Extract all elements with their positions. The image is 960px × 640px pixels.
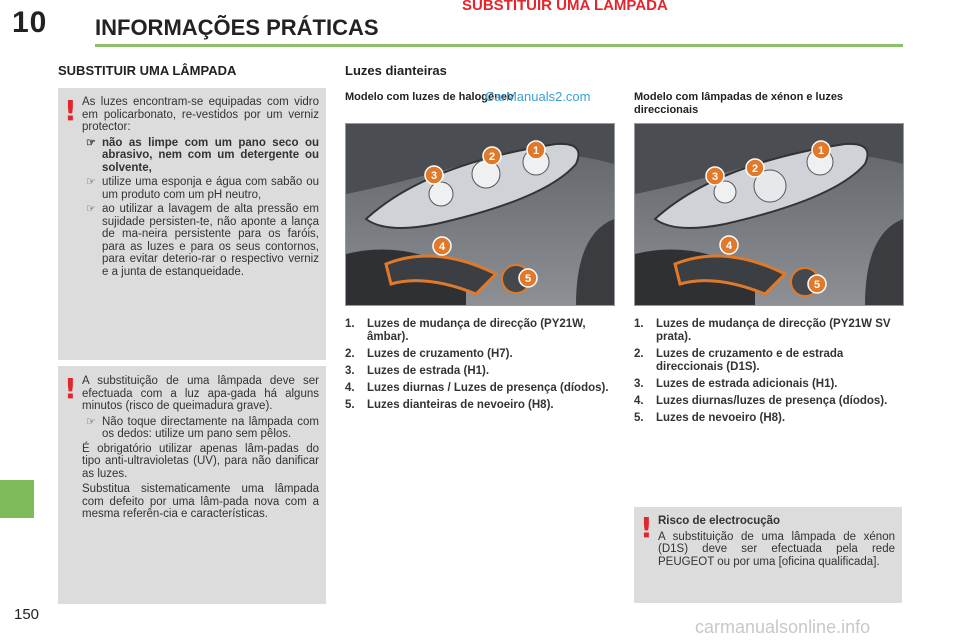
warning-intro: A substituição de uma lâmpada deve ser efectuada com a luz apa-gada há alguns minutos (risco de queimadura grave). (82, 375, 319, 412)
list-item: 2. Luzes de cruzamento e de estrada direccionais (D1S). (634, 348, 844, 373)
list-item: 1. Luzes de mudança de direcção (PY21W SV prata). (634, 318, 891, 343)
callout-3: 3 (711, 171, 719, 183)
list-item (82, 137, 319, 175)
warning-paragraph: Substitua sistematicamente uma lâmpada com defeito por uma lâm-pada nova com a mesma referên-cia e características. (82, 483, 319, 520)
list-item: 1. Luzes de mudança de direcção (PY21W, âmbar). (345, 318, 586, 343)
list-item: 5. Luzes dianteiras de nevoeiro (H8). (345, 399, 554, 411)
list-item (82, 203, 319, 278)
xenon-subtitle: Modelo com lâmpadas de xénon e luzes direccionais (634, 91, 844, 116)
page-number: 150 (14, 606, 40, 623)
callout-1: 1 (817, 145, 825, 157)
warning-title: Risco de electrocução (658, 515, 781, 527)
warning-box-electrocution (634, 507, 902, 603)
bullet-text: Não toque directamente na lâmpada com os dedos: utilize um pano sem pêlos. (102, 415, 319, 440)
bullet-icon: ☞ (86, 415, 96, 428)
list-item: 4. Luzes diurnas / Luzes de presença (díodos). (345, 382, 609, 394)
xenon-headlight-photo (634, 123, 904, 306)
chapter-side-tab (0, 480, 34, 518)
xenon-bulb-list (634, 318, 910, 429)
warning-box-burn (58, 366, 326, 604)
callout-1: 1 (532, 145, 540, 157)
section-title: SUBSTITUIR UMA LÂMPADA (58, 63, 237, 78)
callout-2: 2 (751, 163, 759, 175)
front-lights-title: Luzes dianteiras (345, 63, 447, 78)
warning-text: A substituição de uma lâmpada de xénon (D1S) deve ser efectuada pela rede PEUGEOT ou por uma [oficina qualificada]. (658, 530, 895, 568)
bullet-text: não as limpe com um pano seco ou abrasivo, nem com um detergente ou solvente, (102, 136, 319, 174)
halogen-bulb-list (345, 318, 620, 416)
footer-watermark: carmanualsonline.info (695, 617, 871, 637)
section-tag: SUBSTITUIR UMA LAMPADA (462, 0, 668, 14)
warning-paragraph: É obrigatório utilizar apenas lâm-padas do tipo anti-ultravioletas (UV), para não danificar as luzes. (82, 442, 319, 480)
list-item: 5. Luzes de nevoeiro (H8). (634, 412, 786, 424)
halogen-headlight-photo (345, 123, 615, 306)
callout-5: 5 (813, 279, 821, 291)
list-item: 3. Luzes de estrada adicionais (H1). (634, 378, 838, 390)
bullet-text: utilize uma esponja e água com sabão ou um produto com um pH neutro, (102, 176, 319, 201)
warning-icon: ! (640, 511, 653, 544)
callout-2: 2 (488, 151, 496, 163)
list-item: 4. Luzes diurnas/luzes de presença (díodos). (634, 395, 888, 407)
bullet-text: ao utilizar a lavagem de alta pressão em sujidade persisten-te, não aponte a lança de ma-neira persistente para os faróis, para as luzes e para os seus contornos, para evitar deterio-rar o respectivo verniz e a junta de estanqueidade. (102, 203, 319, 278)
warning-box-varnish (58, 88, 326, 360)
bullet-icon: ☞ (86, 203, 96, 215)
callout-5: 5 (524, 273, 532, 285)
header-divider (95, 44, 903, 47)
bullet-icon: ☞ (86, 176, 96, 188)
chapter-title: INFORMAÇÕES PRÁTICAS (95, 15, 379, 40)
callout-4: 4 (438, 241, 446, 253)
list-item (82, 176, 319, 201)
chapter-number: 10 (12, 6, 48, 39)
list-item: 3. Luzes de estrada (H1). (345, 365, 490, 377)
list-item: 2. Luzes de cruzamento (H7). (345, 348, 513, 360)
warning-icon: ! (64, 94, 77, 127)
callout-4: 4 (725, 240, 733, 252)
overlay-watermark: CarManuals2.com (485, 89, 591, 104)
list-item (82, 416, 319, 441)
bullet-icon: ☞ (86, 136, 96, 149)
callout-3: 3 (430, 170, 438, 182)
warning-icon: ! (64, 372, 77, 405)
halogen-subtitle: Modelo com luzes de halogéneo (345, 91, 514, 103)
warning-intro: As luzes encontram-se equipadas com vidro em policarbonato, re-vestidos por um verniz protector: (82, 96, 319, 133)
